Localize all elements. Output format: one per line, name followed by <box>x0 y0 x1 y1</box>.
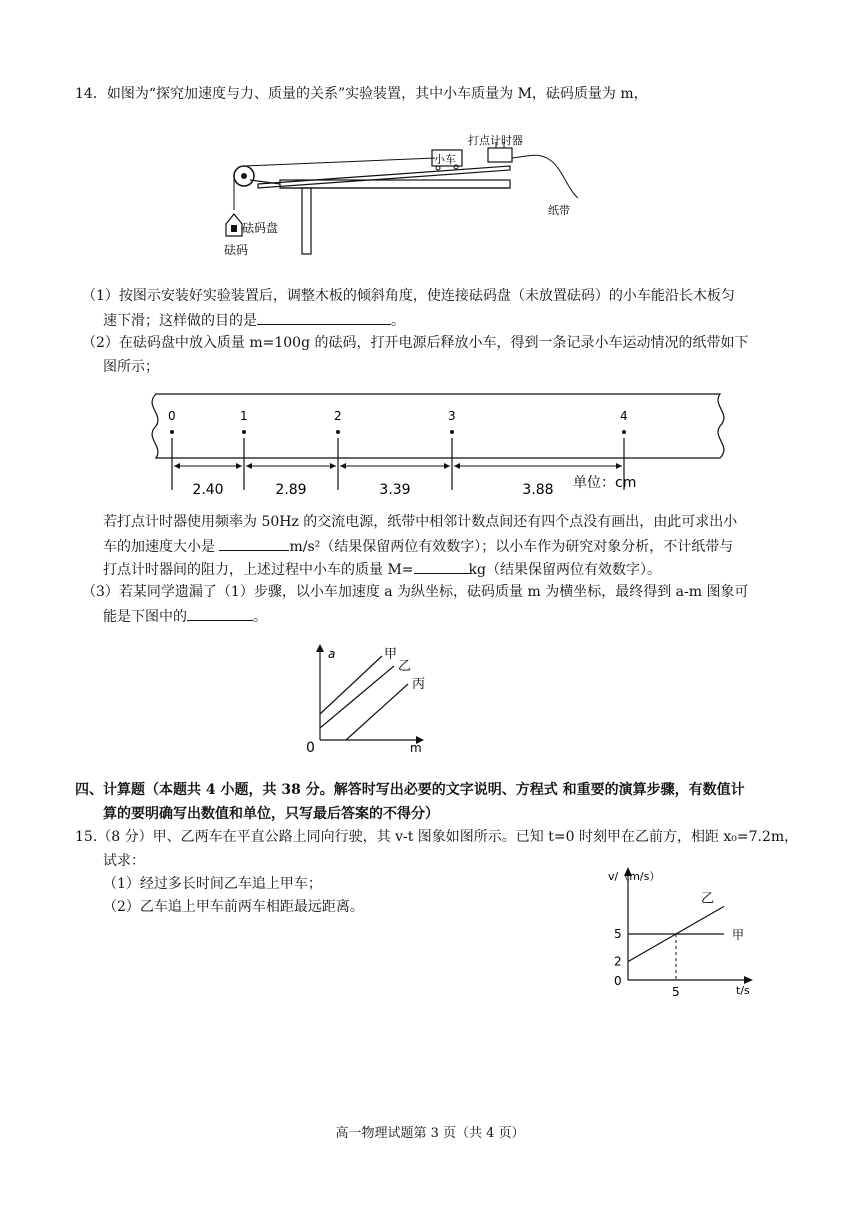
q14-stem: 14．如图为“探究加速度与力、质量的关系”实验装置，其中小车质量为 M，砝码质量为 m， <box>75 86 648 102</box>
am-graph <box>300 640 440 755</box>
arrow-head <box>246 463 252 469</box>
am-x-label: m <box>410 741 422 755</box>
text: 速下滑；这样做的目的是 <box>103 313 257 329</box>
am-origin: 0 <box>306 740 315 755</box>
section4-heading-line1: 四、计算题（本题共 4 小题，共 38 分。解答时写出必要的文字说明、方程式 和重要的演算步骤，有数值计 <box>75 782 745 798</box>
vt-origin: 0 <box>614 974 622 988</box>
arrow-head <box>616 463 622 469</box>
tape-point-label: 1 <box>240 409 248 423</box>
vt-y-tick: 5 <box>614 927 622 941</box>
arrow-head <box>444 463 450 469</box>
tape-point-label: 2 <box>334 409 342 423</box>
line-bing <box>346 684 408 740</box>
q15-part2: （2）乙车追上甲车前两车相距最远距离。 <box>103 899 364 915</box>
q15-line1: 15.（8 分）甲、乙两车在平直公路上同向行驶，其 v-t 图象如图所示。已知 t=0 时刻甲在乙前方，相距 x₀=7.2m， <box>75 829 799 845</box>
weight-label: 砝码 <box>224 243 249 257</box>
text: 车的加速度大小是 <box>103 539 220 555</box>
vt-series-label: 乙 <box>700 891 714 907</box>
text: m/s²（结果保留两位有效数字）；以小车作为研究对象分析，不计纸带与 <box>289 539 734 555</box>
q14-part3-line2 <box>103 606 267 627</box>
q14-part3-line1: （3）若某同学遗漏了（1）步骤，以小车加速度 a 为纵坐标，砝码质量 m 为横坐标，最终得到 a-m 图象可 <box>82 584 749 600</box>
label-bing: 丙 <box>412 677 426 692</box>
tape-point-label: 0 <box>168 409 176 423</box>
text: 能是下图中的 <box>103 609 187 625</box>
tape-point-label: 3 <box>448 409 456 423</box>
vt-graph <box>600 862 770 997</box>
q14-part2-line4 <box>103 536 733 557</box>
vt-x-label: t/s <box>736 984 750 997</box>
tape-dot <box>170 430 174 434</box>
section4-heading-line2: 算的要明确写出数值和单位，只写最后答案的不得分） <box>103 806 439 822</box>
answer-blank-1[interactable] <box>257 310 391 325</box>
table-leg <box>302 188 311 254</box>
distance-label: 3.88 <box>522 482 554 498</box>
vt-series-label: 甲 <box>732 928 745 942</box>
text: kg（结果保留两位有效数字）。 <box>468 562 661 578</box>
timer <box>488 148 512 162</box>
q15-line2: 试求： <box>103 853 145 869</box>
distance-label: 2.89 <box>275 482 307 498</box>
inclined-board <box>258 166 510 188</box>
page-footer: 高一物理试题第 3 页（共 4 页） <box>335 1126 525 1141</box>
q14-part2-line1: （2）在砝码盘中放入质量 m=100g 的砝码，打开电源后释放小车，得到一条记录小车运动情况的纸带如下 <box>82 335 749 351</box>
q14-part1-line1: （1）按图示安装好实验装置后，调整木板的倾斜角度，使连接砝码盘（未放置砝码）的小车能沿长木板匀 <box>82 288 735 304</box>
tape-figure <box>128 390 738 500</box>
label-jia: 甲 <box>384 647 398 662</box>
answer-blank-4[interactable] <box>187 606 253 621</box>
arrow-head <box>340 463 346 469</box>
q14-part2-line5 <box>103 559 661 580</box>
vt-x-tick: 5 <box>672 985 680 997</box>
line-yi <box>320 666 394 728</box>
vt-x-arrow <box>744 976 753 984</box>
arrow-head <box>454 463 460 469</box>
tape-dot <box>336 430 340 434</box>
vt-y-tick: 2 <box>614 954 622 969</box>
distance-label: 3.39 <box>379 482 411 498</box>
tape-label: 纸带 <box>548 204 570 217</box>
text: 。 <box>253 609 267 625</box>
paper-tape <box>512 155 578 198</box>
answer-blank-2[interactable] <box>219 536 289 551</box>
q14-part2-line3: 若打点计时器使用频率为 50Hz 的交流电源，纸带中相邻计数点间还有四个点没有画出，由此可求出小 <box>103 514 738 530</box>
q14-part2-line2: 图所示； <box>103 359 159 375</box>
apparatus-figure <box>220 128 620 268</box>
arrow-head <box>236 463 242 469</box>
am-y-label: a <box>328 647 336 661</box>
text: 。 <box>391 313 405 329</box>
tape-point-label: 4 <box>620 409 628 423</box>
tape-dot <box>622 430 626 434</box>
tape-unit-label: 单位：cm <box>573 475 637 491</box>
tape-outline <box>152 394 724 458</box>
timer-label: 打点计时器 <box>468 134 523 147</box>
q15-part1: （1）经过多长时间乙车追上甲车； <box>103 876 322 892</box>
line-jia <box>320 656 382 714</box>
distance-label: 2.40 <box>192 482 224 498</box>
vt-y-label: v/（m/s） <box>608 870 661 883</box>
tape-dot <box>450 430 454 434</box>
arrow-head <box>330 463 336 469</box>
cart-label: 小车 <box>434 153 456 166</box>
tape-dot <box>242 430 246 434</box>
text: 打点计时器间的阻力，上述过程中小车的质量 M= <box>103 562 414 578</box>
label-yi: 乙 <box>398 659 412 674</box>
q14-part1-line2 <box>103 310 405 331</box>
arrow-head <box>174 463 180 469</box>
pan-label: 砝码盘 <box>242 221 279 235</box>
answer-blank-3[interactable] <box>414 559 469 574</box>
